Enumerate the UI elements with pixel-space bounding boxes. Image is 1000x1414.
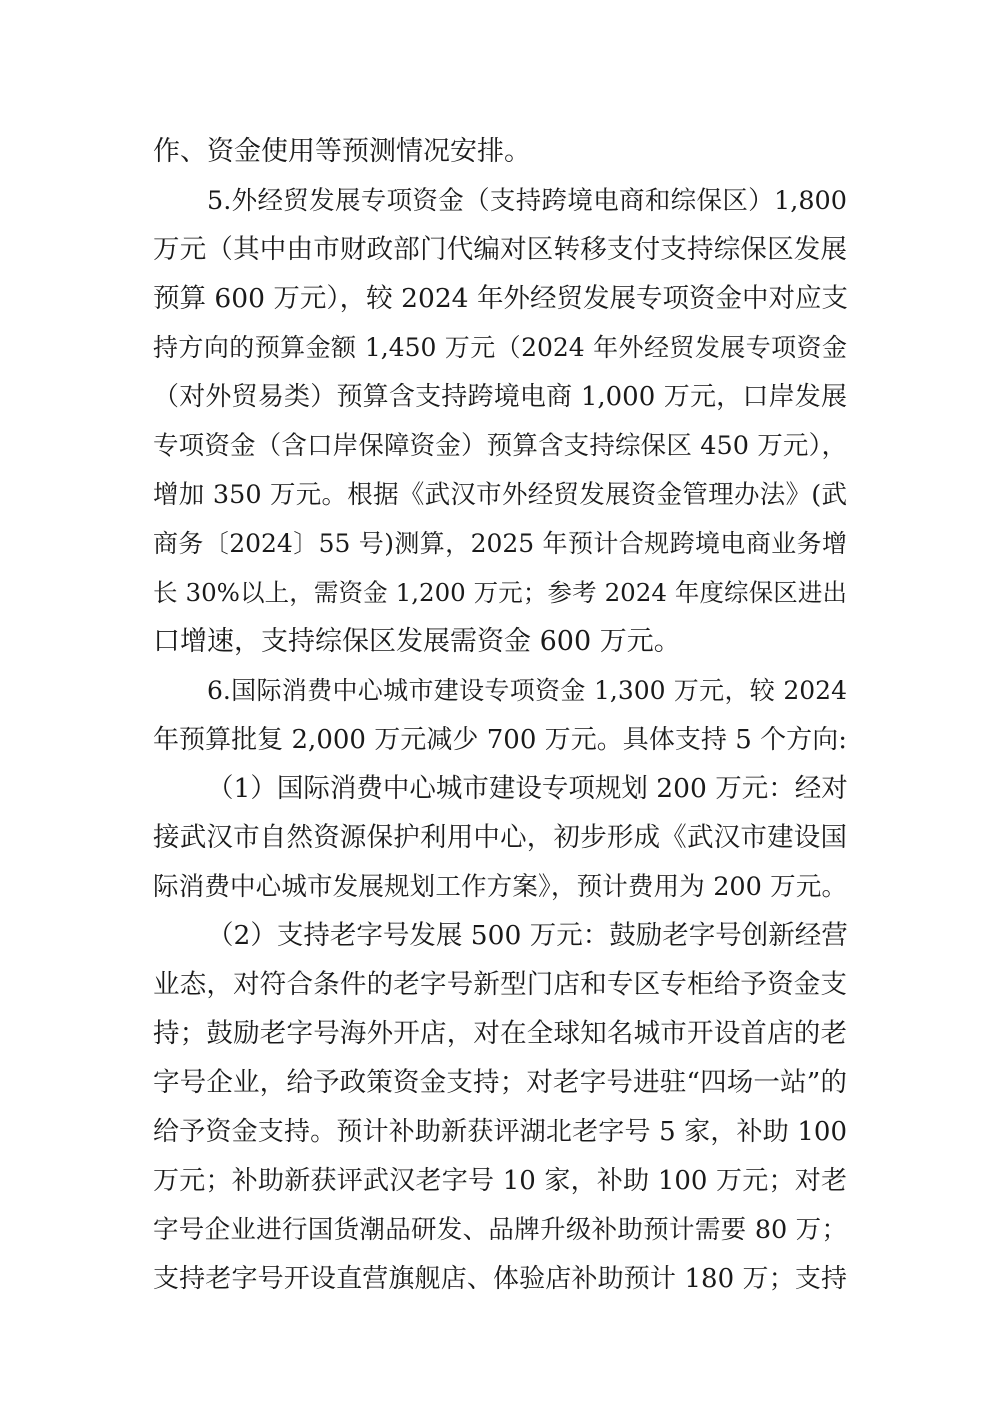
text-line: （1）国际消费中心城市建设专项规划 200 万元：经对 (207, 773, 848, 804)
text-line: 预算 600 万元），较 2024 年外经贸发展专项资金中对应支 (153, 283, 848, 314)
text-line: 接武汉市自然资源保护利用中心，初步形成《武汉市建设国 (153, 822, 847, 853)
text-line: （对外贸易类）预算含支持跨境电商 1,000 万元，口岸发展 (153, 382, 847, 412)
text-line: 口增速，支持综保区发展需资金 600 万元。 (153, 626, 681, 657)
text-line: 际消费中心城市发展规划工作方案》，预计费用为 200 万元。 (153, 872, 847, 902)
text-line: 6.国际消费中心城市建设专项资金 1,300 万元，较 2024 (207, 676, 847, 705)
text-line: 持；鼓励老字号海外开店，对在全球知名城市开设首店的老 (153, 1018, 847, 1049)
text-line: 字号企业，给予政策资金支持；对老字号进驻“四场一站”的 (153, 1067, 847, 1098)
text-line: 支持老字号开设直营旗舰店、体验店补助预计 180 万；支持 (153, 1264, 847, 1294)
text-line: 作、资金使用等预测情况安排。 (153, 136, 531, 167)
text-line: 年预算批复 2,000 万元减少 700 万元。具体支持 5 个方向: (153, 725, 847, 755)
text-line: 持方向的预算金额 1,450 万元（2024 年外经贸发展专项资金 (153, 333, 847, 362)
text-line: 5.外经贸发展专项资金（支持跨境电商和综保区）1,800 (207, 186, 847, 216)
text-line: 万元；补助新获评武汉老字号 10 家，补助 100 万元；对老 (153, 1166, 847, 1196)
text-line: 商务〔2024〕55 号)测算，2025 年预计合规跨境电商业务增 (153, 529, 847, 558)
text-line: 业态，对符合条件的老字号新型门店和专区专柜给予资金支 (153, 969, 847, 1000)
text-line: 给予资金支持。预计补助新获评湖北老字号 5 家，补助 100 (153, 1117, 847, 1147)
text-line: 专项资金（含口岸保障资金）预算含支持综保区 450 万元）， (153, 431, 847, 461)
text-line: 字号企业进行国货潮品研发、品牌升级补助预计需要 80 万； (153, 1215, 847, 1245)
text-line: 增加 350 万元。根据《武汉市外经贸发展资金管理办法》(武 (153, 480, 847, 510)
text-line: 长 30%以上，需资金 1,200 万元；参考 2024 年度综保区进出 (153, 578, 847, 607)
text-line: 万元（其中由市财政部门代编对区转移支付支持综保区发展 (153, 234, 847, 265)
text-line: （2）支持老字号发展 500 万元：鼓励老字号创新经营 (207, 920, 848, 951)
